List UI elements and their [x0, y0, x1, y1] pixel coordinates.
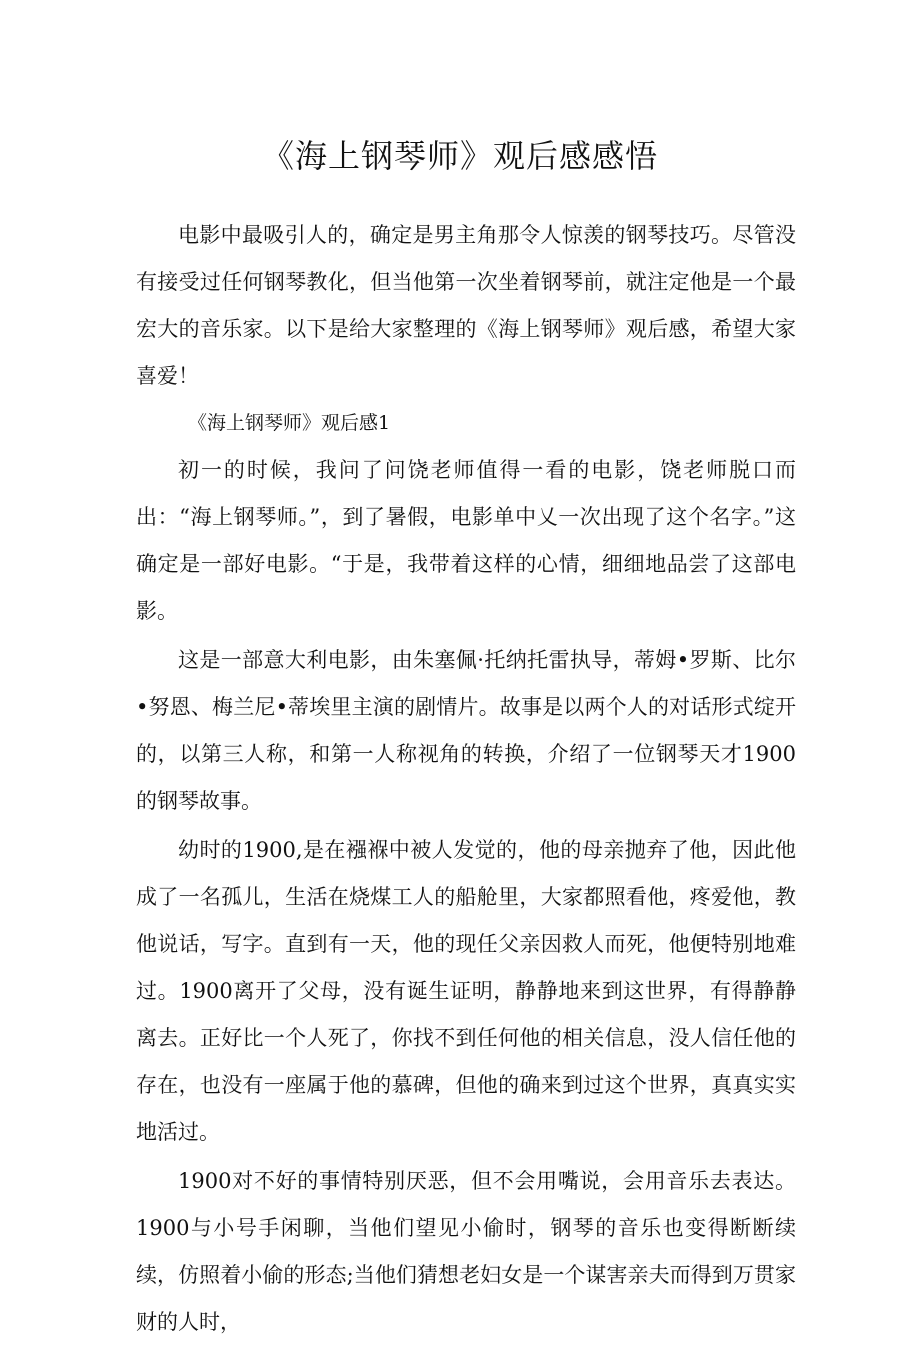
body-paragraph: 幼时的1900,是在襁褓中被人发觉的，他的母亲抛弃了他，因此他成了一名孤儿，生活在烧煤工人的船舱里，大家都照看他，疼爱他，教他说话，写字。直到有一天，他的现任父亲因救人而死，他便特别地难过。1900离开了父母，没有诞生证明，静静地来到这世界，有得静静离去。正好比一个人死了，你找不到任何他的相关信息，没人信任他的存在，也没有一座属于他的慕碑，但他的确来到过这个世界，真真实实地活过。 [136, 838, 796, 1144]
body-paragraph: 这是一部意大利电影，由朱塞佩·托纳托雷执导，蒂姆•罗斯、比尔•努恩、梅兰尼•蒂埃里主演的剧情片。故事是以两个人的对话形式绽开的，以第三人称，和第一人称视角的转换，介绍了一位钢琴天才1900的钢琴故事。 [136, 648, 796, 813]
body-paragraph: 1900对不好的事情特别厌恶，但不会用嘴说，会用音乐去表达。1900与小号手闲聊，当他们望见小偷时，钢琴的音乐也变得断断续续，仿照着小偷的形态;当他们猜想老妇女是一个谋害亲夫而得到万贯家财的人时， [136, 1169, 796, 1334]
intro-paragraph: 电影中最吸引人的，确定是男主角那令人惊羡的钢琴技巧。尽管没有接受过任何钢琴教化，但当他第一次坐着钢琴前，就注定他是一个最宏大的音乐家。以下是给大家整理的《海上钢琴师》观后感，希望大家喜爱！ [136, 223, 796, 388]
body-paragraph: 初一的时候，我问了问饶老师值得一看的电影，饶老师脱口而出：“海上钢琴师。”，到了暑假，电影单中乂一次出现了这个名字。”这确定是一部好电影。“于是，我带着这样的心情，细细地品尝了这部电影。 [136, 458, 796, 623]
document-body [136, 212, 796, 1346]
section-subheading: 《海上钢琴师》观后感1 [188, 412, 391, 434]
document-title: 《海上钢琴师》观后感感悟 [261, 137, 658, 175]
